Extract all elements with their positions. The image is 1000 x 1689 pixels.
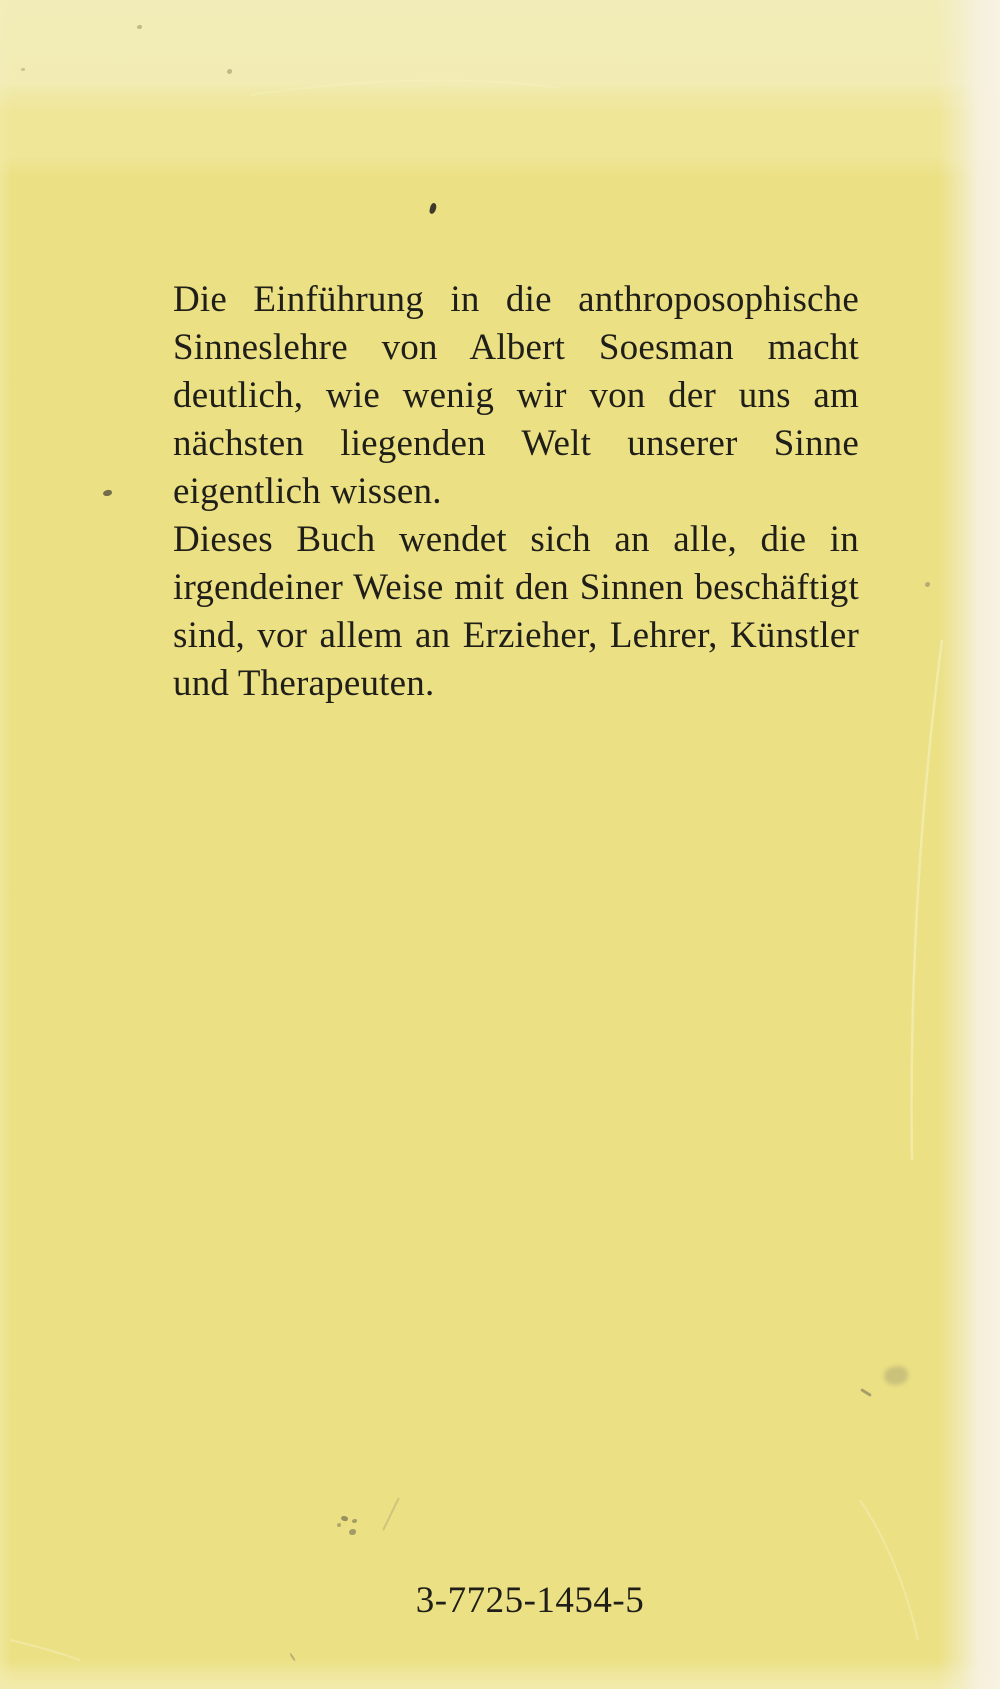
blurb-line: nächsten liegenden Welt unserer Sinne xyxy=(173,423,859,464)
scan-speck xyxy=(349,1529,356,1535)
blurb-text-block xyxy=(173,276,859,708)
scan-speck xyxy=(925,582,930,587)
blurb-line: und Therapeuten. xyxy=(173,663,435,704)
isbn-number: 3-7725-1454-5 xyxy=(415,1580,645,1621)
blurb-line: Dieses Buch wendet sich an alle, die in xyxy=(173,519,859,560)
scan-speck xyxy=(289,1653,295,1662)
blurb-line: deutlich, wie wenig wir von der uns am xyxy=(173,375,859,416)
scan-speck xyxy=(340,1515,348,1522)
scan-scratch xyxy=(382,1497,400,1530)
scan-speck xyxy=(352,1519,357,1523)
scan-speck xyxy=(429,202,437,214)
blurb-line: eigentlich wissen. xyxy=(173,471,442,512)
scan-speck xyxy=(103,489,113,496)
scan-speck xyxy=(227,69,232,74)
blurb-line: Sinneslehre von Albert Soesman macht xyxy=(173,327,859,368)
blurb-line: Die Einführung in die anthroposophische xyxy=(173,279,859,320)
scan-speck xyxy=(337,1523,341,1527)
scan-speck xyxy=(21,68,25,71)
blurb-line: irgendeiner Weise mit den Sinnen beschäftigt xyxy=(173,567,859,608)
blurb-line: sind, vor allem an Erzieher, Lehrer, Künstler xyxy=(173,615,859,656)
scan-speck xyxy=(860,1388,872,1397)
scan-speck xyxy=(137,25,142,29)
scan-smudge xyxy=(884,1366,908,1385)
